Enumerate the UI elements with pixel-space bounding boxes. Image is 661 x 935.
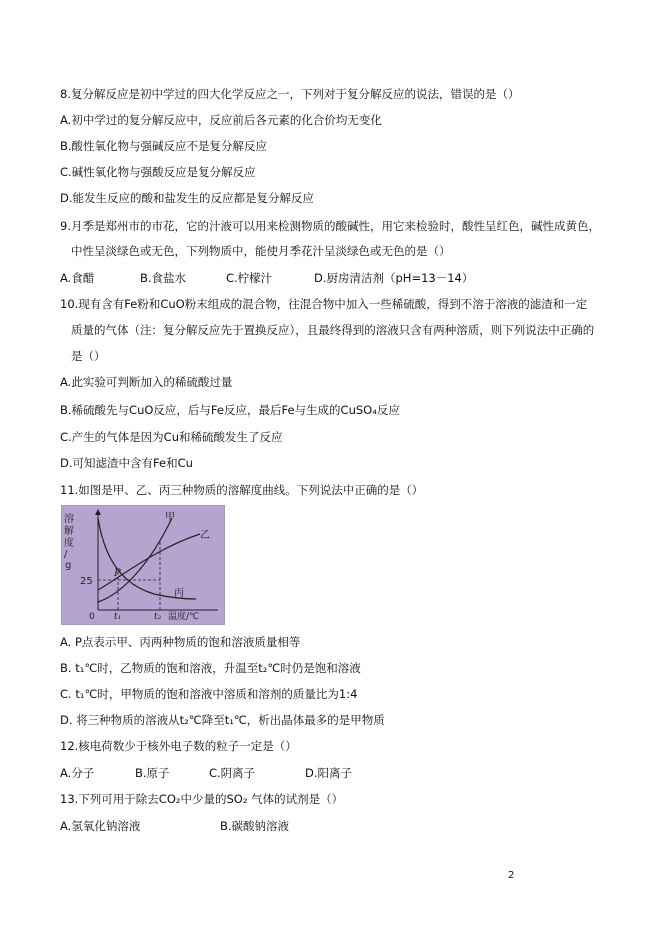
x-tick-t1: t₁ [114,612,122,622]
question-9-stem-line-1: 9.月季是郑州市的市花，它的汁液可以用来检测物质的酸碱性，用它来检验时，酸性呈红色，碱性成黄色， [60,219,600,233]
question-8-option-c: C.碱性氧化物与强酸反应是复分解反应 [60,165,256,179]
question-12-option-a: A.分子 [60,766,95,780]
question-12-option-d: D.阳离子 [305,766,353,780]
question-8-option-d: D.能发生反应的酸和盐发生的反应都是复分解反应 [60,191,315,205]
question-12-options [60,765,352,781]
question-11-option-c: C. t₁℃时，甲物质的饱和溶液中溶质和溶剂的质量比为1:4 [60,687,358,701]
question-9-options [60,270,473,286]
x-axis-label: 温度/℃ [168,612,200,622]
series-label-bing: 丙 [174,588,184,599]
question-13-options [60,818,289,834]
page-number: 2 [508,870,515,881]
question-10-option-d: D.可知滤渣中含有Fe和Cu [60,456,193,470]
question-11-option-d: D. 将三种物质的溶液从t₂℃降至t₁℃，析出晶体最多的是甲物质 [60,713,385,727]
question-12-stem: 12.核电荷数少于核外电子数的粒子一定是（） [60,739,297,753]
y-axis-arrow [95,509,101,515]
question-13-stem: 13.下列可用于除去CO₂中少量的SO₂ 气体的试剂是（） [60,792,344,806]
solubility-curve-svg [62,506,224,624]
ylabel-char-1: 溶 [64,514,74,525]
question-10-stem-line-3: 是（） [71,349,106,363]
ylabel-char-2: 解 [64,526,74,537]
question-9-stem-line-2: 中性呈淡绿色或无色，下列物质中，能使月季花汁呈淡绿色或无色的是（） [71,244,451,258]
curve-jia [98,518,172,602]
question-11-option-b: B. t₁℃时，乙物质的饱和溶液，升温至t₂℃时仍是饱和溶液 [60,661,361,675]
ylabel-char-4: / [64,549,68,560]
question-10-option-a: A.此实验可判断加入的稀硫酸过量 [60,375,233,389]
question-13-option-b: B.碳酸钠溶液 [220,819,290,833]
y-tick-25: 25 [80,576,93,587]
question-11-stem: 11.如图是甲、乙、丙三种物质的溶解度曲线。下列说法中正确的是（） [60,483,424,497]
x-tick-t2: t₂ [154,612,162,622]
question-12-option-b: B.原子 [135,766,170,780]
question-10-stem-line-1: 10.现有含有Fe粉和CuO粉末组成的混合物，往混合物中加入一些稀硫酸，得到不溶于溶液的滤渣和一定 [60,297,588,311]
ylabel-char-5: g [65,560,72,571]
question-9-option-b: B.食盐水 [140,271,187,285]
question-9-option-a: A.食醋 [60,271,95,285]
ylabel-char-3: 度 [64,538,74,549]
question-8-stem: 8.复分解反应是初中学过的四大化学反应之一，下列对于复分解反应的说法，错误的是（） [60,87,520,101]
question-8-option-b: B.酸性氧化物与强碱反应不是复分解反应 [60,139,268,153]
question-10-option-c: C.产生的气体是因为Cu和稀硫酸发生了反应 [60,430,283,444]
solubility-curve-chart [61,505,225,625]
question-10-stem-line-2: 质量的气体（注：复分解反应先于置换反应），且最终得到的溶液只含有两种溶质，则下列说法中正确的 [71,323,595,337]
question-8-option-a: A.初中学过的复分解反应中，反应前后各元素的化合价均无变化 [60,113,382,127]
question-11-option-a: A. P点表示甲、丙两种物质的饱和溶液质量相等 [60,635,301,649]
question-9-option-d: D.厨房清洁剂（pH=13－14） [314,271,474,285]
series-label-jia: 甲 [165,512,175,523]
point-p-label: P [114,568,121,579]
question-13-option-a: A.氢氧化钠溶液 [60,819,141,833]
x-tick-0: 0 [89,612,95,622]
question-9-option-c: C.柠檬汁 [226,271,273,285]
question-12-option-c: C.阴离子 [209,766,256,780]
question-10-option-b: B.稀硫酸先与CuO反应，后与Fe反应，最后Fe与生成的CuSO₄反应 [60,403,400,417]
series-label-yi: 乙 [200,530,210,541]
